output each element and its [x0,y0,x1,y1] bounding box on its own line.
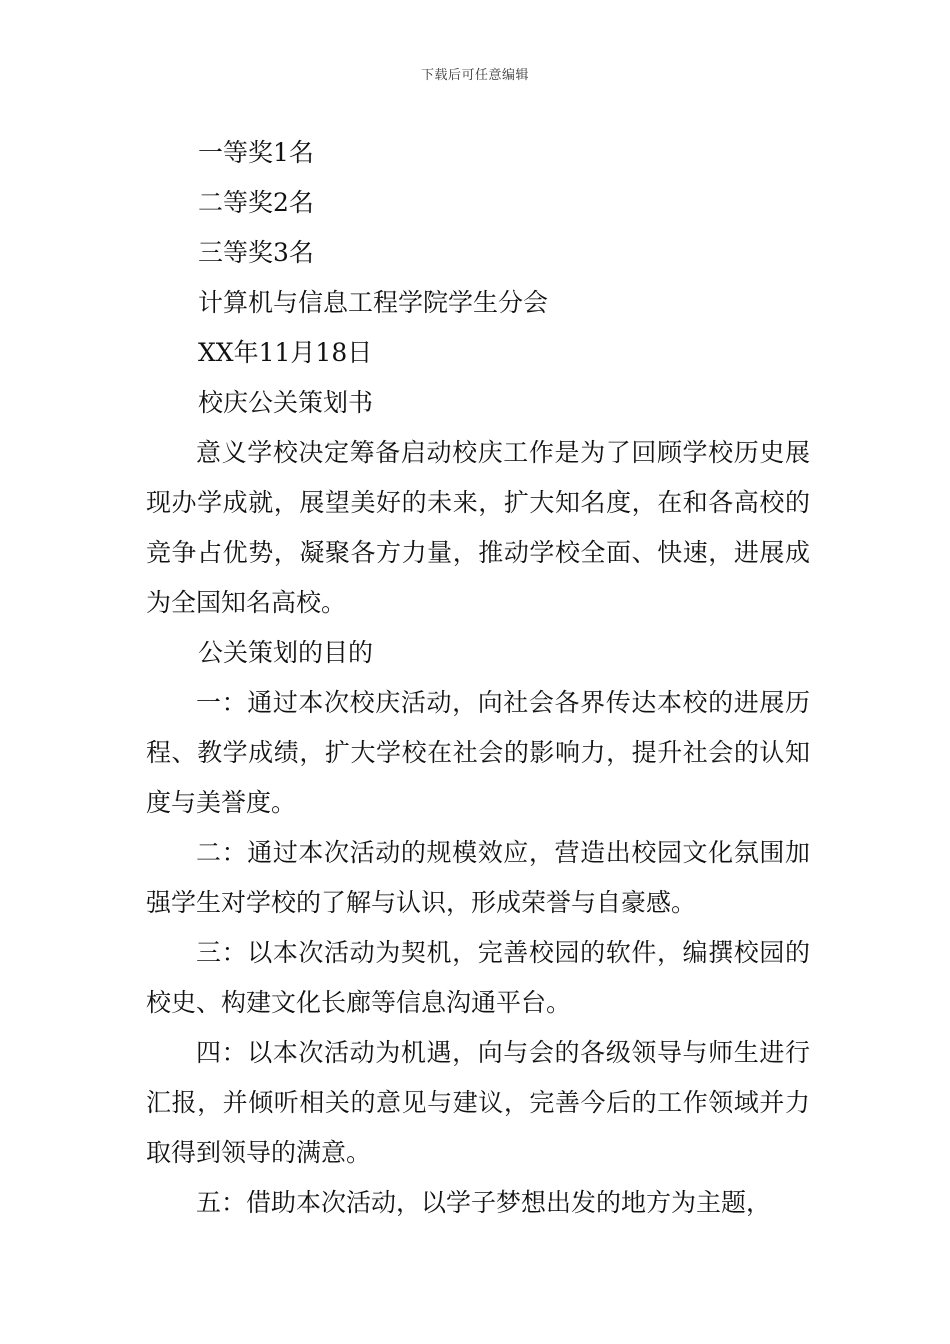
purpose-item-2: 二：通过本次活动的规模效应，营造出校园文化氛围加强学生对学校的了解与认识，形成荣誉与自豪感。 [146,838,810,917]
award-first: 一等奖1名 [198,138,314,167]
page-header-note: 下载后可任意编辑 [420,68,529,83]
award-third: 三等奖3名 [198,238,314,267]
issue-date: XX年11月18日 [198,338,373,367]
organizer-name: 计算机与信息工程学院学生分会 [198,288,549,317]
purpose-item-3: 三：以本次活动为契机，完善校园的软件，编撰校园的校史、构建文化长廊等信息沟通平台。 [146,938,810,1017]
purpose-item-1: 一：通过本次校庆活动，向社会各界传达本校的进展历程、教学成绩，扩大学校在社会的影响力，提升社会的认知度与美誉度。 [146,688,810,817]
purpose-item-4: 四：以本次活动为机遇，向与会的各级领导与师生进行汇报，并倾听相关的意见与建议，完善今后的工作领域并力取得到领导的满意。 [146,1038,810,1167]
purpose-item-5: 五：借助本次活动，以学子梦想出发的地方为主题， [196,1188,772,1217]
purpose-heading: 公关策划的目的 [198,638,374,667]
document-body [146,128,810,1228]
document-title: 校庆公关策划书 [198,388,374,417]
award-second: 二等奖2名 [198,188,314,217]
significance-paragraph: 意义学校决定筹备启动校庆工作是为了回顾学校历史展现办学成就，展望美好的未来，扩大知名度，在和各高校的竞争占优势，凝聚各方力量，推动学校全面、快速，进展成为全国知名高校。 [146,438,810,617]
